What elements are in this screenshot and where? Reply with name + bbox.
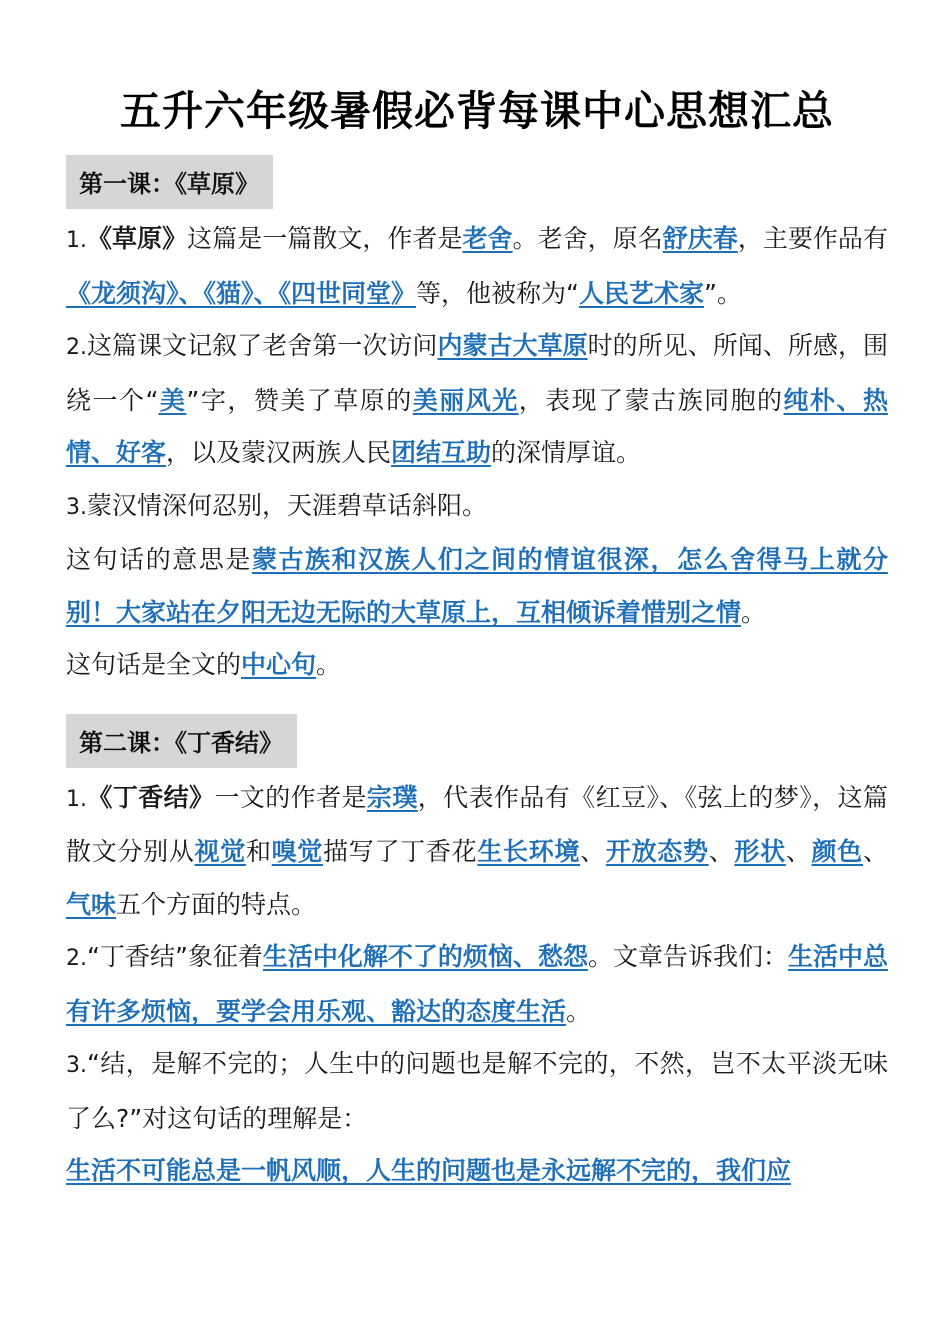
highlight: 开放态势 xyxy=(605,837,709,866)
highlight: 宗璞 xyxy=(366,782,418,812)
bold-title: 《草原》 xyxy=(87,224,188,253)
text: 。文章告诉我们： xyxy=(587,942,788,971)
highlight: 视觉 xyxy=(194,837,246,866)
text: 等，他被称为“ xyxy=(416,278,579,308)
highlight: 美 xyxy=(158,385,187,415)
lesson2-paragraph-2 xyxy=(66,931,888,1038)
highlight: 中心句 xyxy=(241,650,317,679)
text: 、 xyxy=(785,837,812,866)
bold-title: 《丁香结》 xyxy=(87,782,215,812)
text: 五个方面的特点。 xyxy=(116,889,317,919)
text: 和 xyxy=(245,837,272,866)
paragraph-number: 2. xyxy=(66,335,87,360)
paragraph-number: 3. xyxy=(66,494,87,520)
highlight: 人民艺术家 xyxy=(578,278,704,308)
highlight: 颜色 xyxy=(811,837,863,866)
lesson2-heading: 第二课：《丁香结》 xyxy=(66,714,297,768)
highlight: 生长环境 xyxy=(477,837,581,866)
lesson1-paragraph-2 xyxy=(66,320,888,480)
highlight: 蒙古族和汉族人们之间的情谊很深，怎么舍得马上就分别！大家站在夕阳无边无际的大草原上，互相倾诉着惜别之情 xyxy=(66,545,888,627)
text: 。 xyxy=(316,650,342,679)
text: ”。 xyxy=(703,278,742,308)
paragraph-number: 2. xyxy=(66,946,87,971)
text: 蒙汉情深何忍别，天涯碧草话斜阳。 xyxy=(87,490,488,520)
text: 时的所见、所闻、所感，围绕一个“ xyxy=(66,331,888,415)
lesson1-paragraph-4 xyxy=(66,534,888,639)
highlight: 老舍 xyxy=(462,224,513,253)
highlight: 气味 xyxy=(66,889,117,919)
highlight: 团结互助 xyxy=(391,438,492,467)
lesson1-paragraph-5 xyxy=(66,639,888,692)
highlight: 《龙须沟》、《猫》、《四世同堂》 xyxy=(66,278,417,308)
highlight: 生活中化解不了的烦恼、愁怨 xyxy=(262,942,588,971)
document-page xyxy=(66,0,888,1198)
text: ”字，赞美了草原的 xyxy=(186,385,413,415)
text: ，以及蒙汉两族人民 xyxy=(166,438,392,467)
page-title: 五升六年级暑假必背每课中心思想汇总 xyxy=(120,87,834,135)
lesson2-paragraph-4 xyxy=(66,1145,888,1198)
highlight: 形状 xyxy=(734,837,786,866)
highlight: 纯朴、热情、好客 xyxy=(66,385,889,467)
text: 。 xyxy=(741,597,767,627)
text: “丁香结”象征着 xyxy=(87,942,263,971)
paragraph-number: 3. xyxy=(66,1053,87,1078)
text: 、 xyxy=(708,837,735,866)
text: 这句话是全文的 xyxy=(66,650,242,679)
paragraph-number: 1. xyxy=(66,786,87,812)
text: ，主要作品有 xyxy=(737,224,888,253)
text: 这句话的意思是 xyxy=(66,545,252,574)
text: 、 xyxy=(862,837,888,866)
lesson1-heading: 第一课：《草原》 xyxy=(66,155,273,209)
text: 。老舍，原名 xyxy=(512,224,663,253)
text: ，代表作品有《红豆》、《弦上的梦》，这篇散文分别从 xyxy=(66,782,888,866)
lesson2-paragraph-3 xyxy=(66,1038,888,1145)
highlight: 生活中总有许多烦恼，要学会用乐观、豁达的态度生活 xyxy=(66,942,888,1026)
text: 一文的作者是 xyxy=(214,782,367,812)
highlight: 生活不可能总是一帆风顺，人生的问题也是永远解不完的，我们应 xyxy=(66,1156,792,1185)
lesson1-paragraph-1 xyxy=(66,213,888,320)
text: 、 xyxy=(580,837,606,866)
highlight: 内蒙古大草原 xyxy=(437,331,588,360)
text: 这篇课文记叙了老舍第一次访问 xyxy=(87,331,438,360)
text: “结，是解不完的；人生中的问题也是解不完的，不然，岂不太平淡无味了么?”对这句话的理解是： xyxy=(66,1049,888,1133)
text: 。 xyxy=(566,996,592,1026)
text: ，表现了蒙古族同胞的 xyxy=(518,385,784,415)
lesson1-paragraph-3 xyxy=(66,480,888,535)
highlight: 嗅觉 xyxy=(271,837,324,866)
highlight: 美丽风光 xyxy=(412,385,519,415)
text: 这篇是一篇散文，作者是 xyxy=(187,224,463,253)
paragraph-number: 1. xyxy=(66,228,87,253)
highlight: 舒庆春 xyxy=(662,224,738,253)
text: 的深情厚谊。 xyxy=(491,438,642,467)
text: 描写了丁香花 xyxy=(323,837,478,866)
lesson2-paragraph-1 xyxy=(66,772,888,932)
